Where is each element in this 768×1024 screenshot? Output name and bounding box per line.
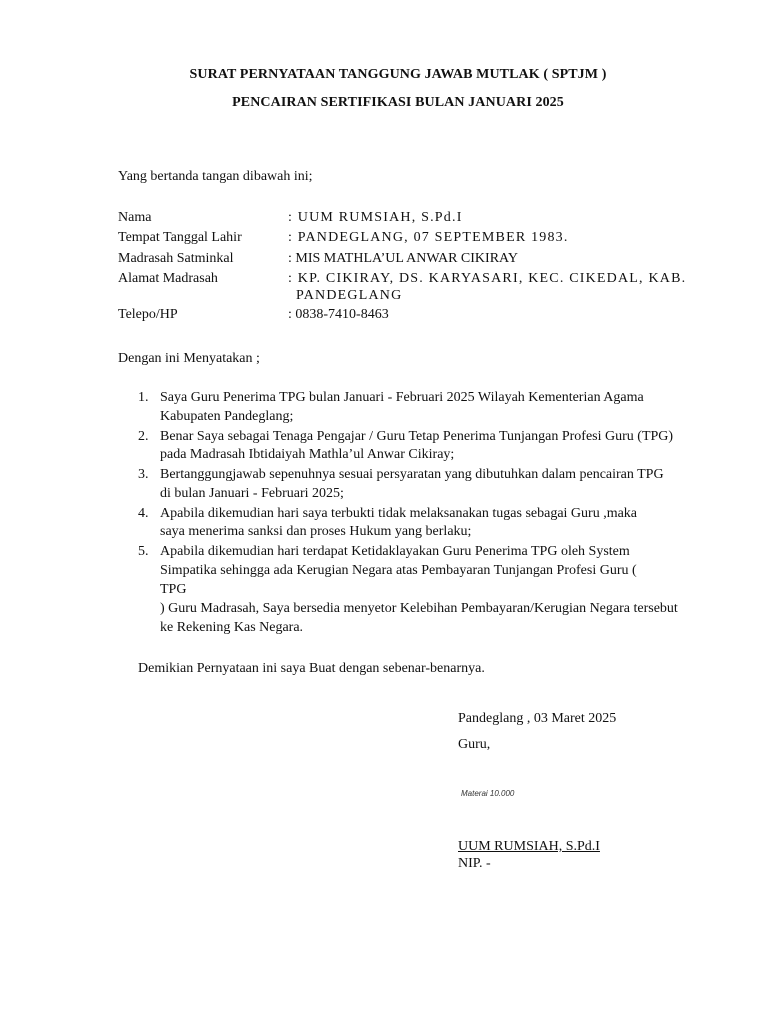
list-item-line: pada Madrasah Ibtidaiyah Mathla’ul Anwar Cikiray; bbox=[160, 446, 455, 462]
field-label-madrasah: Madrasah Satminkal bbox=[118, 251, 234, 266]
field-value-madrasah: : MIS MATHLA’UL ANWAR CIKIRAY bbox=[288, 251, 518, 266]
list-item bbox=[130, 465, 678, 503]
list-item-line: di bulan Januari - Februari 2025; bbox=[160, 486, 344, 501]
list-item-number: 3. bbox=[138, 467, 149, 482]
list-item-line: Kabupaten Pandeglang; bbox=[160, 409, 294, 424]
field-label-alamat: Alamat Madrasah bbox=[118, 271, 218, 286]
field-value-nama: : UUM RUMSIAH, S.Pd.I bbox=[288, 210, 463, 225]
list-item-line: Simpatika sehingga ada Kerugian Negara atas Pembayaran Tunjangan Profesi Guru ( bbox=[160, 563, 637, 578]
sign-role: Guru, bbox=[458, 737, 491, 752]
statement-intro: Dengan ini Menyatakan ; bbox=[118, 351, 260, 366]
list-item-line: Benar Saya sebagai Tenaga Pengajar / Guru Tetap Penerima Tunjangan Profesi Guru (TPG) bbox=[160, 429, 674, 444]
statement-list bbox=[130, 388, 678, 639]
field-value-alamat-line2: PANDEGLANG bbox=[296, 288, 403, 303]
intro-text: Yang bertanda tangan dibawah ini; bbox=[118, 169, 313, 184]
signer-nip: NIP. - bbox=[458, 856, 491, 871]
document-title: SURAT PERNYATAAN TANGGUNG JAWAB MUTLAK ( SPTJM ) bbox=[189, 67, 607, 82]
list-item bbox=[130, 428, 678, 463]
sign-place-date: Pandeglang , 03 Maret 2025 bbox=[458, 711, 617, 726]
list-item-line: TPG bbox=[160, 582, 187, 597]
document-subtitle: PENCAIRAN SERTIFIKASI BULAN JANUARI 2025 bbox=[232, 95, 564, 110]
list-item-number: 2. bbox=[138, 429, 149, 444]
list-item bbox=[130, 388, 678, 426]
list-item-line: ke Rekening Kas Negara. bbox=[160, 620, 304, 635]
field-value-alamat: : KP. CIKIRAY, DS. KARYASARI, KEC. CIKEDAL, KAB. bbox=[288, 271, 687, 286]
list-item-number: 1. bbox=[138, 390, 149, 405]
field-label-telepon: Telepo/HP bbox=[118, 307, 178, 322]
list-item-line: Saya Guru Penerima TPG bulan Januari - Februari 2025 Wilayah Kementerian Agama bbox=[160, 390, 644, 405]
list-item bbox=[130, 505, 678, 540]
list-item-line: Apabila dikemudian hari saya terbukti tidak melaksanakan tugas sebagai Guru ,maka bbox=[160, 506, 638, 521]
list-item-line: Apabila dikemudian hari terdapat Ketidaklayakan Guru Penerima TPG oleh System bbox=[160, 544, 630, 559]
list-item-number: 5. bbox=[138, 544, 149, 559]
list-item-number: 4. bbox=[138, 506, 149, 521]
list-item-line: Bertanggungjawab sepenuhnya sesuai persyaratan yang dibutuhkan dalam pencairan TPG bbox=[160, 467, 664, 482]
signer-name: UUM RUMSIAH, S.Pd.I bbox=[458, 839, 600, 854]
field-label-nama: Nama bbox=[118, 210, 152, 225]
closing-text: Demikian Pernyataan ini saya Buat dengan sebenar-benarnya. bbox=[138, 661, 485, 676]
materai-stamp-label: Materai 10.000 bbox=[461, 789, 515, 798]
field-value-telepon: : 0838-7410-8463 bbox=[288, 307, 389, 322]
field-label-ttl: Tempat Tanggal Lahir bbox=[118, 230, 242, 245]
list-item-line: saya menerima sanksi dan proses Hukum yang berlaku; bbox=[160, 523, 472, 539]
list-item-line: ) Guru Madrasah, Saya bersedia menyetor Kelebihan Pembayaran/Kerugian Negara tersebut bbox=[160, 601, 678, 616]
field-value-ttl: : PANDEGLANG, 07 SEPTEMBER 1983. bbox=[288, 230, 569, 245]
list-item bbox=[130, 542, 678, 637]
